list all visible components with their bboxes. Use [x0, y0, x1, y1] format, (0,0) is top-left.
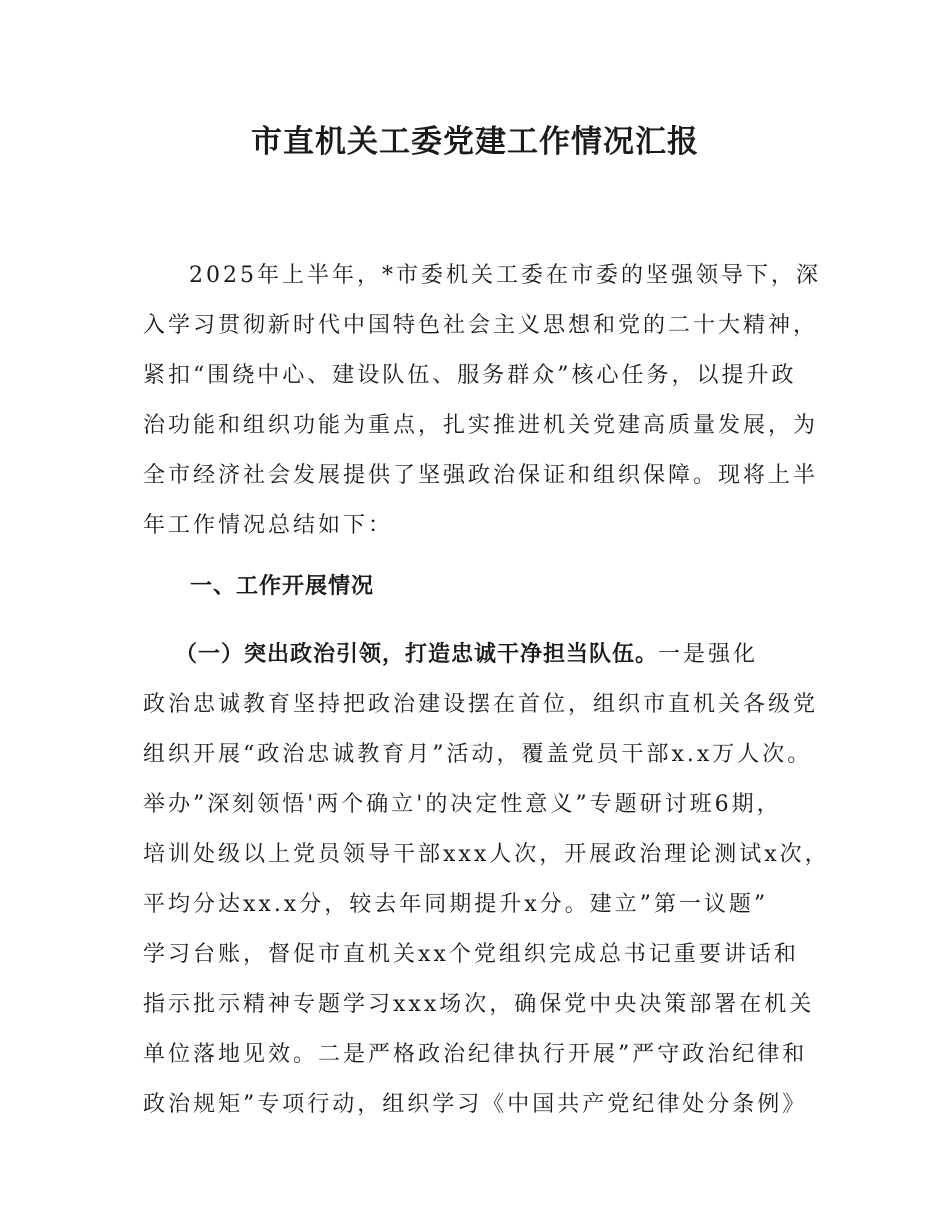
subsection-line: 学习台账，督促市直机关xx个党组织完成总书记重要讲话和	[143, 942, 799, 967]
subsection-line: 组织开展“政治忠诚教育月”活动，覆盖党员干部x.x万人次。	[143, 742, 813, 767]
document-title: 市直机关工委党建工作情况汇报	[251, 124, 699, 160]
intro-line: 紧扣“围绕中心、建设队伍、服务群众”核心任务，以提升政	[143, 363, 797, 388]
intro-paragraph	[143, 251, 823, 551]
subsection-line: 培训处级以上党员领导干部xxx人次，开展政治理论测试x次，	[143, 842, 830, 867]
subsection-line: 单位落地见效。二是严格政治纪律执行开展”严守政治纪律和	[143, 1042, 808, 1067]
subsection-line: 指示批示精神专题学习xxx场次，确保党中央决策部署在机关	[143, 992, 815, 1017]
subsection-line: 举办”深刻领悟'两个确立'的决定性意义”专题研讨班6期，	[143, 792, 782, 817]
intro-line: 年工作情况总结如下：	[143, 513, 394, 538]
intro-line: 入学习贯彻新时代中国特色社会主义思想和党的二十大精神，	[143, 313, 819, 338]
intro-line: 治功能和组织功能为重点，扎实推进机关党建高质量发展，为	[143, 413, 819, 438]
intro-line: 全市经济社会发展提供了坚强政治保证和组织保障。现将上半	[143, 463, 819, 488]
intro-line: 2025年上半年，*市委机关工委在市委的坚强领导下，深	[189, 263, 821, 288]
subsection-paragraph	[143, 630, 830, 1130]
subsection-line: 政治规矩”专项行动，组织学习《中国共产党纪律处分条例》	[143, 1092, 808, 1117]
subsection-line: 平均分达xx.x分，较去年同期提升x分。建立”第一议题”	[143, 892, 769, 917]
subsection-first-line	[143, 630, 823, 680]
section-heading: 一、工作开展情况	[190, 574, 375, 599]
subsection-first-line-text: 一是强化	[658, 642, 759, 667]
subsection-line: 政治忠诚教育坚持把政治建设摆在首位，组织市直机关各级党	[143, 692, 819, 717]
subsection-heading: （一）突出政治引领，打造忠诚干净担当队伍。	[175, 642, 659, 667]
